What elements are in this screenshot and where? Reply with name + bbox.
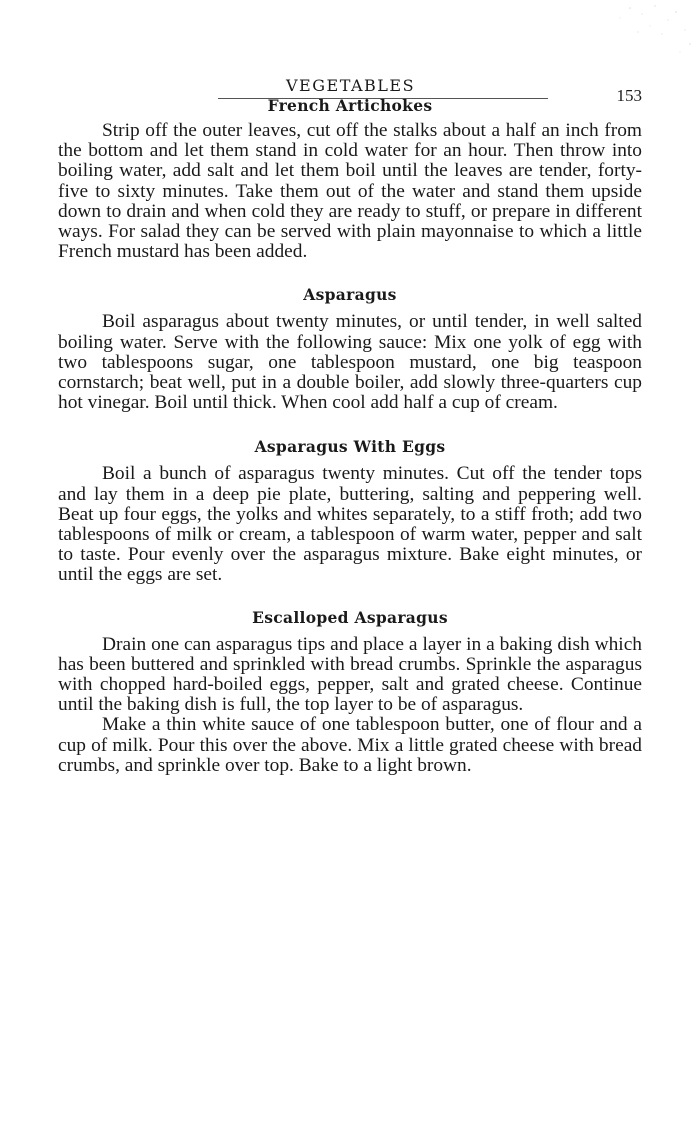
book-page: [58, 72, 642, 776]
recipe-text: Drain one can asparagus tips and place a layer in a baking dish which has been buttered and sprinkled with bread crumbs. Sprinkle the asparagus with chopped hard-boiled eggs, pepper, salt and grated cheese. Continue until the baking dish is full, the top layer to be of asparagus.: [58, 633, 642, 716]
recipe-text: Boil asparagus about twenty minutes, or until tender, in well salted boiling water. Serve with the following sauce: Mix one yolk of egg with two tablespoons sugar, one tablespoon mustard, one big teaspoon cornstarch; beat well, put in a double boiler, add slowly three-quarters cup hot vinegar. Boil until thick. When cool add half a cup of cream.: [58, 311, 642, 414]
paper-speckle: [480, 0, 700, 60]
recipe-heading: French Artichokes: [267, 96, 433, 115]
running-title: VEGETABLES: [286, 76, 416, 95]
recipe-french-artichokes: [58, 96, 642, 262]
recipe-escalloped-asparagus: [58, 608, 642, 776]
recipe-heading: Asparagus: [303, 285, 397, 305]
recipe-asparagus: [58, 285, 642, 413]
recipe-asparagus-with-eggs: [58, 437, 642, 585]
recipe-text: Boil a bunch of asparagus twenty minutes. Cut off the tender tops and lay them in a deep pie plate, buttering, salting and peppering well. Beat up four eggs, the yolks and whites separately, to a stiff froth; add two tablespoons of milk or cream, a tablespoon of warm water, pepper and salt to taste. Pour evenly over the asparagus mixture. Bake eight minutes, or until the eggs are set.: [58, 463, 642, 586]
recipe-text: Strip off the outer leaves, cut off the stalks about a half an inch from the bottom and let them stand in cold water for an hour. Then throw into boiling water, add salt and let them boil until the leaves are tender, forty-five to sixty minutes. Take them out of the water and stand them upside down to drain and when cold they are ready to stuff, or prepare in different ways. For salad they can be served with plain mayonnaise to which a little French mustard has been added.: [58, 120, 642, 263]
running-head: [218, 72, 548, 99]
page-header: [58, 72, 642, 112]
recipe-text: Make a thin white sauce of one tablespoon butter, one of flour and a cup of milk. Pour this over the above. Mix a little grated cheese with bread crumbs, and sprinkle over top. Bake to a light brown.: [58, 714, 642, 776]
recipe-heading: Asparagus With Eggs: [254, 437, 446, 457]
recipe-heading: Escalloped Asparagus: [252, 607, 448, 627]
page-number: 153: [616, 86, 642, 105]
